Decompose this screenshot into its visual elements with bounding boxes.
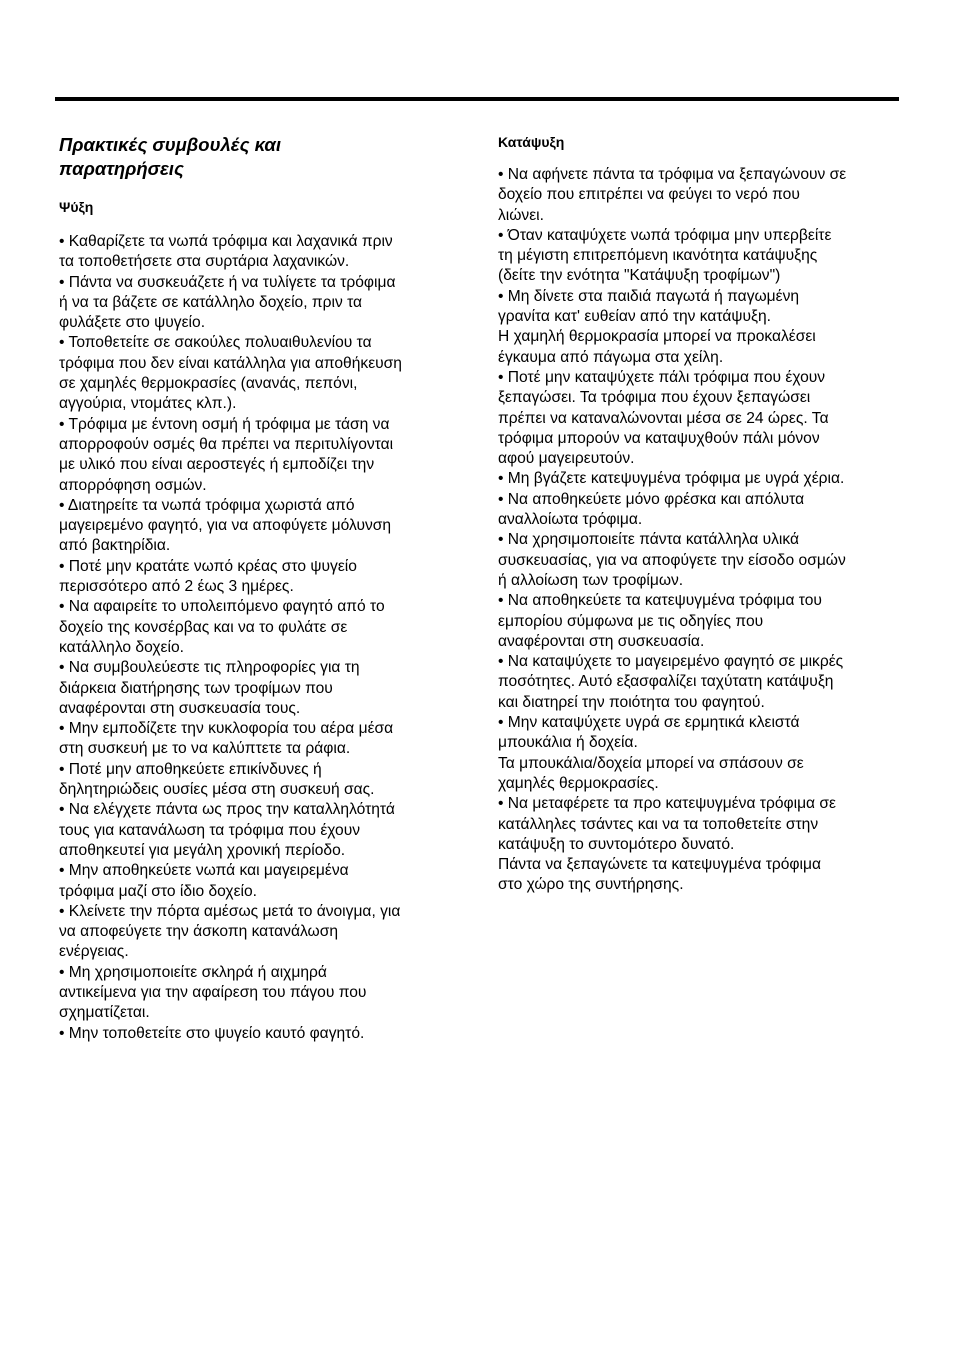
freezing-text-line: • Να αποθηκεύετε μόνο φρέσκα και απόλυτα [498,490,805,508]
left-column [59,133,454,1044]
freezing-text-line: • Να αφήνετε πάντα τα τρόφιμα να ξεπαγώνουν σε [498,166,847,183]
cooling-text-line: τα τοποθετήσετε στα συρτάρια λαχανικών. [59,253,350,271]
freezing-text-line: Η χαμηλή θερμοκρασία μπορεί να προκαλέσει [498,328,816,346]
cooling-text-line: μαγειρεμένο φαγητό, για να αποφύγετε μόλυνση [59,517,392,535]
cooling-text-line: αναφέρονται στη συσκευασία τους. [59,699,301,717]
cooling-text-line: • Ποτέ μην αποθηκεύετε επικίνδυνες ή [59,760,322,778]
cooling-text-line: από βακτηρίδια. [59,537,171,555]
cooling-text-line: διάρκεια διατήρησης των τροφίμων που [59,679,333,697]
freezing-text-line: τη μέγιστη επιτρεπόμενη ικανότητα κατάψυξης [498,247,818,265]
cooling-text-line: • Κλείνετε την πόρτα αμέσως μετά το άνοιγμα, για [59,902,401,920]
freezing-text-line: δοχείο που επιτρέπει να φεύγει το νερό που [498,186,800,204]
cooling-text-line: • Μην τοποθετείτε στο ψυγείο καυτό φαγητό. [59,1024,365,1042]
freezing-text-line: ή αλλοίωση των τροφίμων. [498,571,684,589]
freezing-text-line: κατάψυξη το συντομότερο δυνατό. [498,835,735,853]
freezing-text-line: • Ποτέ μην καταψύχετε πάλι τρόφιμα που έχουν [498,368,826,386]
cooling-text-line: • Διατηρείτε τα νωπά τρόφιμα χωριστά από [59,496,355,514]
cooling-text-line: • Να ελέγχετε πάντα ως προς την καταλληλότητά [59,801,395,819]
cooling-text-line: να αποφεύγετε την άσκοπη κατανάλωση [59,923,338,941]
cooling-text-line: • Να συμβουλεύεστε τις πληροφορίες για τη [59,659,360,677]
section-title-line-2: παρατηρήσεις [59,158,184,179]
cooling-heading: Ψύξη [59,199,94,215]
cooling-text-line: • Να αφαιρείτε το υπολειπόμενο φαγητό από το [59,598,385,616]
cooling-text-line: • Πάντα να συσκευάζετε ή να τυλίγετε τα τρόφιμα [59,273,396,291]
cooling-text-line: ή να τα βάζετε σε κατάλληλο δοχείο, πριν τα [59,293,363,311]
freezing-text-line: • Να χρησιμοποιείτε πάντα κατάλληλα υλικά [498,531,799,549]
freezing-text-line: συσκευασίας, για να αποφύγετε την είσοδο οσμών [498,551,846,569]
cooling-text-line: αντικείμενα για την αφαίρεση του πάγου που [59,983,367,1001]
freezing-text-line: εμπορίου σύμφωνα με τις οδηγίες που [498,612,764,630]
freezing-text-line: • Μη βγάζετε κατεψυγμένα τρόφιμα με υγρά χέρια. [498,470,845,488]
cooling-text-line: αποθηκευτεί για μεγάλη χρονική περίοδο. [59,841,346,859]
cooling-text-line: • Τοποθετείτε σε σακούλες πολυαιθυλενίου τα [59,334,372,352]
freezing-text-line: (δείτε την ενότητα "Κατάψυξη τροφίμων") [498,267,781,285]
freezing-text-line: Τα μπουκάλια/δοχεία μπορεί να σπάσουν σε [498,754,804,772]
freezing-text-line: μπουκάλια ή δοχεία. [498,734,638,752]
freezing-text-line: στο χώρο της συντήρησης. [498,876,684,894]
freezing-text-line: Πάντα να ξεπαγώνετε τα κατεψυγμένα τρόφιμα [498,856,821,874]
cooling-text-line: δοχείο της κονσέρβας και να το φυλάτε σε [59,618,348,636]
cooling-text-line: • Ποτέ μην κρατάτε νωπό κρέας στο ψυγείο [59,557,357,575]
freezing-text-line: πρέπει να καταναλώνονται μέσα σε 24 ώρες. Τα [498,409,829,427]
freezing-text-line: • Να αποθηκεύετε τα κατεψυγμένα τρόφιμα του [498,592,822,610]
freezing-heading: Κατάψυξη [498,134,565,150]
freezing-text-line: αναφέρονται στη συσκευασία. [498,632,705,650]
cooling-text-line: • Τρόφιμα με έντονη οσμή ή τρόφιμα με τάση να [59,415,390,433]
freezing-text-line: αναλλοίωτα τρόφιμα. [498,511,643,529]
freezing-text-line: λιώνει. [498,206,544,224]
cooling-text-line: σχηματίζεται. [59,1004,150,1022]
freezing-text-line: χαμηλές θερμοκρασίες. [498,774,659,792]
cooling-text-line: στη συσκευή με το να καλύπτετε τα ράφια. [59,740,351,758]
cooling-text-line: • Μην αποθηκεύετε νωπά και μαγειρεμένα [59,862,349,880]
freezing-text-line: • Όταν καταψύχετε νωπά τρόφιμα μην υπερβείτε [498,226,832,244]
freezing-text-line: τρόφιμα μπορούν να καταψυχθούν πάλι μόνον [498,429,820,447]
cooling-text-line: αγγούρια, ντομάτες κλπ.). [59,395,237,413]
cooling-text-line: περισσότερο από 2 έως 3 ημέρες. [59,578,294,596]
section-title [59,133,454,181]
cooling-text-line: τους για κατανάλωση τα τρόφιμα που έχουν [59,821,361,839]
freezing-text-line: • Να μεταφέρετε τα προ κατεψυγμένα τρόφιμα σε [498,795,836,813]
freezing-text-line: έγκαυμα από πάγωμα στα χείλη. [498,348,724,366]
cooling-text-line: δηλητηριώδεις ουσίες μέσα στη συσκευή σας. [59,781,375,799]
freezing-text-line: ξεπαγώσει. Τα τρόφιμα που έχουν ξεπαγώσει [498,389,811,407]
freezing-text-line: • Μη δίνετε στα παιδιά παγωτά ή παγωμένη [498,287,800,305]
freezing-text-line: αφού μαγειρευτούν. [498,450,635,468]
section-title-line-1: Πρακτικές συμβουλές και [59,134,282,155]
cooling-text-line: τρόφιμα που δεν είναι κατάλληλα για αποθήκευση [59,354,402,372]
cooling-text-line: • Καθαρίζετε τα νωπά τρόφιμα και λαχανικά πριν [59,233,393,250]
cooling-text-line: ενέργειας. [59,943,129,961]
header-rule [55,97,899,101]
freezing-text-line: κατάλληλες τσάντες και να τα τοποθετείτε στην [498,815,819,833]
cooling-text-line: με υλικό που είναι αεροστεγές ή εμποδίζει την [59,456,375,474]
freezing-text-line: γρανίτα κατ' ευθείαν από την κατάψυξη. [498,308,771,326]
freezing-text [498,165,898,896]
cooling-text-line: απορροφούν οσμές θα πρέπει να περιτυλίγονται [59,435,394,453]
cooling-text-line: σε χαμηλές θερμοκρασίες (ανανάς, πεπόνι, [59,375,358,393]
freezing-text-line: • Μην καταψύχετε υγρά σε ερμητικά κλειστά [498,714,800,732]
cooling-text-line: φυλάξετε στο ψυγείο. [59,314,206,332]
cooling-text-line: απορρόφηση οσμών. [59,476,207,494]
cooling-text-line: τρόφιμα μαζί στο ίδιο δοχείο. [59,882,258,900]
cooling-text-line: • Μην εμποδίζετε την κυκλοφορία του αέρα μέσα [59,720,394,738]
cooling-text-line: κατάλληλο δοχείο. [59,638,184,656]
right-column [498,133,898,896]
cooling-text [59,232,454,1044]
freezing-text-line: και διατηρεί την ποιότητα του φαγητού. [498,693,765,711]
freezing-text-line: ποσότητες. Αυτό εξασφαλίζει ταχύτατη κατάψυξη [498,673,834,691]
cooling-text-line: • Μη χρησιμοποιείτε σκληρά ή αιχμηρά [59,963,327,981]
freezing-text-line: • Να καταψύχετε το μαγειρεμένο φαγητό σε μικρές [498,653,844,671]
